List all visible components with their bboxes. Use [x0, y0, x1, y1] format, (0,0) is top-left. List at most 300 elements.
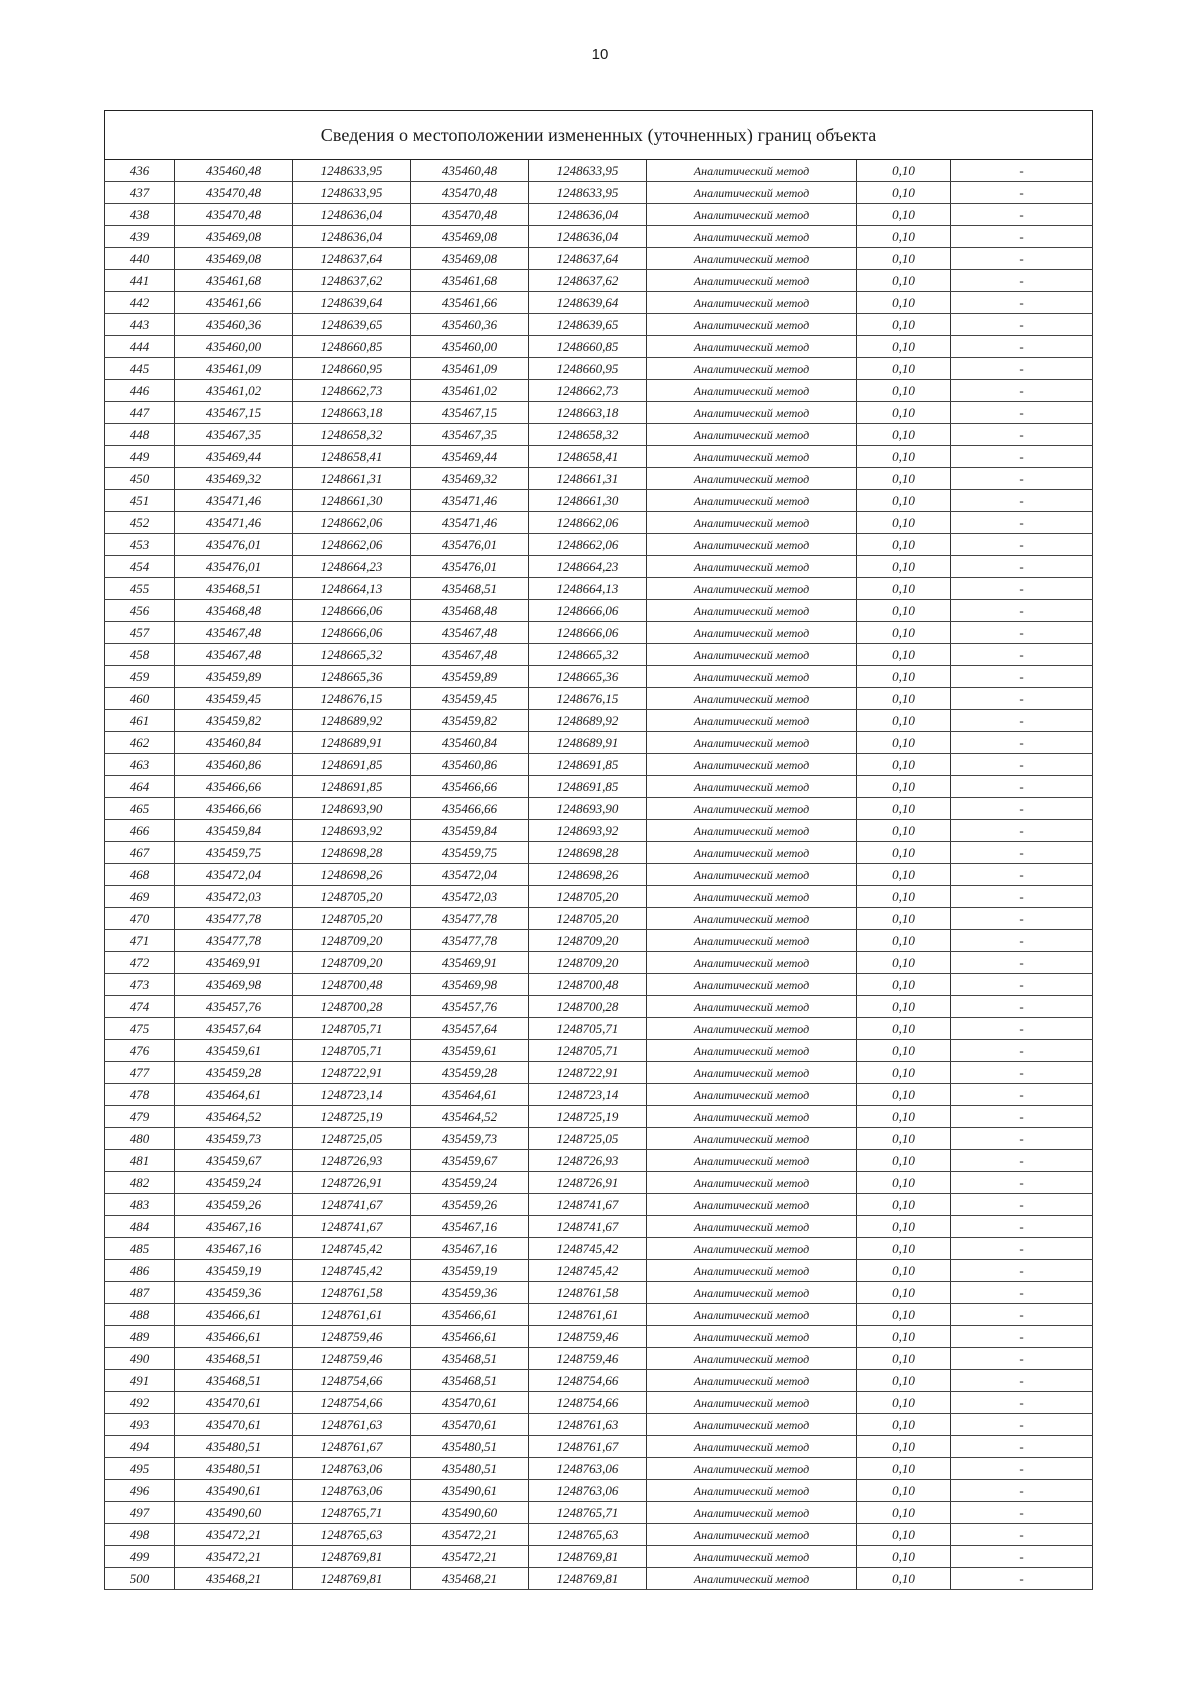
y-new-cell: 1248691,85 — [529, 776, 647, 798]
y-old-cell: 1248705,20 — [293, 908, 411, 930]
x-new-cell: 435467,35 — [411, 424, 529, 446]
x-new-cell: 435460,36 — [411, 314, 529, 336]
y-old-cell: 1248759,46 — [293, 1326, 411, 1348]
x-old-cell: 435459,82 — [175, 710, 293, 732]
point-number-cell: 460 — [105, 688, 175, 710]
y-new-cell: 1248761,58 — [529, 1282, 647, 1304]
note-cell: - — [951, 622, 1093, 644]
table-row — [105, 490, 1093, 512]
accuracy-cell: 0,10 — [857, 820, 951, 842]
y-new-cell: 1248660,95 — [529, 358, 647, 380]
x-old-cell: 435471,46 — [175, 490, 293, 512]
x-old-cell: 435470,61 — [175, 1414, 293, 1436]
note-cell: - — [951, 864, 1093, 886]
x-new-cell: 435469,91 — [411, 952, 529, 974]
y-new-cell: 1248666,06 — [529, 600, 647, 622]
x-new-cell: 435471,46 — [411, 512, 529, 534]
point-number-cell: 469 — [105, 886, 175, 908]
point-number-cell: 443 — [105, 314, 175, 336]
table-row — [105, 952, 1093, 974]
method-cell: Аналитический метод — [647, 182, 857, 204]
x-old-cell: 435459,84 — [175, 820, 293, 842]
y-old-cell: 1248761,63 — [293, 1414, 411, 1436]
method-cell: Аналитический метод — [647, 1062, 857, 1084]
note-cell: - — [951, 1084, 1093, 1106]
x-old-cell: 435459,73 — [175, 1128, 293, 1150]
y-new-cell: 1248662,06 — [529, 512, 647, 534]
point-number-cell: 438 — [105, 204, 175, 226]
x-new-cell: 435476,01 — [411, 556, 529, 578]
table-row — [105, 578, 1093, 600]
note-cell: - — [951, 798, 1093, 820]
accuracy-cell: 0,10 — [857, 1524, 951, 1546]
table-caption: Сведения о местоположении измененных (уточненных) границ объекта — [105, 111, 1093, 160]
accuracy-cell: 0,10 — [857, 798, 951, 820]
x-new-cell: 435469,44 — [411, 446, 529, 468]
y-new-cell: 1248637,64 — [529, 248, 647, 270]
x-new-cell: 435457,64 — [411, 1018, 529, 1040]
note-cell: - — [951, 226, 1093, 248]
method-cell: Аналитический метод — [647, 1326, 857, 1348]
x-old-cell: 435472,04 — [175, 864, 293, 886]
method-cell: Аналитический метод — [647, 1436, 857, 1458]
x-old-cell: 435471,46 — [175, 512, 293, 534]
method-cell: Аналитический метод — [647, 864, 857, 886]
table-row — [105, 886, 1093, 908]
x-old-cell: 435476,01 — [175, 556, 293, 578]
table-row — [105, 1304, 1093, 1326]
point-number-cell: 470 — [105, 908, 175, 930]
accuracy-cell: 0,10 — [857, 1150, 951, 1172]
y-old-cell: 1248700,48 — [293, 974, 411, 996]
method-cell: Аналитический метод — [647, 248, 857, 270]
method-cell: Аналитический метод — [647, 644, 857, 666]
table-row — [105, 534, 1093, 556]
x-old-cell: 435477,78 — [175, 930, 293, 952]
accuracy-cell: 0,10 — [857, 358, 951, 380]
method-cell: Аналитический метод — [647, 512, 857, 534]
accuracy-cell: 0,10 — [857, 468, 951, 490]
point-number-cell: 480 — [105, 1128, 175, 1150]
point-number-cell: 479 — [105, 1106, 175, 1128]
method-cell: Аналитический метод — [647, 1392, 857, 1414]
point-number-cell: 453 — [105, 534, 175, 556]
x-new-cell: 435464,52 — [411, 1106, 529, 1128]
y-new-cell: 1248693,90 — [529, 798, 647, 820]
x-old-cell: 435469,98 — [175, 974, 293, 996]
x-old-cell: 435468,21 — [175, 1568, 293, 1590]
note-cell: - — [951, 710, 1093, 732]
accuracy-cell: 0,10 — [857, 908, 951, 930]
y-new-cell: 1248636,04 — [529, 226, 647, 248]
accuracy-cell: 0,10 — [857, 754, 951, 776]
table-row — [105, 1106, 1093, 1128]
y-new-cell: 1248665,32 — [529, 644, 647, 666]
accuracy-cell: 0,10 — [857, 1414, 951, 1436]
y-new-cell: 1248661,30 — [529, 490, 647, 512]
x-old-cell: 435460,86 — [175, 754, 293, 776]
y-new-cell: 1248636,04 — [529, 204, 647, 226]
x-old-cell: 435472,21 — [175, 1546, 293, 1568]
point-number-cell: 461 — [105, 710, 175, 732]
table-row — [105, 622, 1093, 644]
y-new-cell: 1248662,73 — [529, 380, 647, 402]
note-cell: - — [951, 204, 1093, 226]
x-old-cell: 435469,32 — [175, 468, 293, 490]
x-new-cell: 435459,84 — [411, 820, 529, 842]
y-old-cell: 1248636,04 — [293, 204, 411, 226]
method-cell: Аналитический метод — [647, 754, 857, 776]
accuracy-cell: 0,10 — [857, 556, 951, 578]
note-cell: - — [951, 336, 1093, 358]
point-number-cell: 457 — [105, 622, 175, 644]
note-cell: - — [951, 1436, 1093, 1458]
table-row — [105, 292, 1093, 314]
x-old-cell: 435466,61 — [175, 1304, 293, 1326]
method-cell: Аналитический метод — [647, 1172, 857, 1194]
method-cell: Аналитический метод — [647, 1084, 857, 1106]
point-number-cell: 484 — [105, 1216, 175, 1238]
method-cell: Аналитический метод — [647, 930, 857, 952]
y-new-cell: 1248741,67 — [529, 1216, 647, 1238]
y-old-cell: 1248763,06 — [293, 1480, 411, 1502]
note-cell: - — [951, 1106, 1093, 1128]
method-cell: Аналитический метод — [647, 1238, 857, 1260]
x-new-cell: 435457,76 — [411, 996, 529, 1018]
x-old-cell: 435459,75 — [175, 842, 293, 864]
method-cell: Аналитический метод — [647, 314, 857, 336]
table-row — [105, 1502, 1093, 1524]
method-cell: Аналитический метод — [647, 666, 857, 688]
x-new-cell: 435459,28 — [411, 1062, 529, 1084]
boundary-table — [104, 110, 1093, 1590]
table-row — [105, 446, 1093, 468]
y-new-cell: 1248754,66 — [529, 1370, 647, 1392]
accuracy-cell: 0,10 — [857, 600, 951, 622]
x-new-cell: 435460,86 — [411, 754, 529, 776]
y-old-cell: 1248741,67 — [293, 1194, 411, 1216]
point-number-cell: 462 — [105, 732, 175, 754]
method-cell: Аналитический метод — [647, 1414, 857, 1436]
method-cell: Аналитический метод — [647, 886, 857, 908]
accuracy-cell: 0,10 — [857, 1458, 951, 1480]
table-row — [105, 644, 1093, 666]
method-cell: Аналитический метод — [647, 1568, 857, 1590]
point-number-cell: 490 — [105, 1348, 175, 1370]
table-row — [105, 380, 1093, 402]
y-new-cell: 1248726,91 — [529, 1172, 647, 1194]
table-row — [105, 1062, 1093, 1084]
accuracy-cell: 0,10 — [857, 424, 951, 446]
x-new-cell: 435472,21 — [411, 1546, 529, 1568]
x-new-cell: 435459,67 — [411, 1150, 529, 1172]
point-number-cell: 436 — [105, 160, 175, 182]
point-number-cell: 489 — [105, 1326, 175, 1348]
y-old-cell: 1248663,18 — [293, 402, 411, 424]
y-new-cell: 1248698,28 — [529, 842, 647, 864]
x-old-cell: 435490,61 — [175, 1480, 293, 1502]
y-new-cell: 1248723,14 — [529, 1084, 647, 1106]
x-old-cell: 435464,61 — [175, 1084, 293, 1106]
point-number-cell: 500 — [105, 1568, 175, 1590]
note-cell: - — [951, 732, 1093, 754]
note-cell: - — [951, 402, 1093, 424]
y-new-cell: 1248705,71 — [529, 1018, 647, 1040]
y-new-cell: 1248705,71 — [529, 1040, 647, 1062]
note-cell: - — [951, 490, 1093, 512]
table-row — [105, 512, 1093, 534]
table-row — [105, 1458, 1093, 1480]
method-cell: Аналитический метод — [647, 1546, 857, 1568]
y-new-cell: 1248691,85 — [529, 754, 647, 776]
y-old-cell: 1248666,06 — [293, 600, 411, 622]
accuracy-cell: 0,10 — [857, 1238, 951, 1260]
y-new-cell: 1248765,63 — [529, 1524, 647, 1546]
x-new-cell: 435472,04 — [411, 864, 529, 886]
note-cell: - — [951, 886, 1093, 908]
x-new-cell: 435490,60 — [411, 1502, 529, 1524]
accuracy-cell: 0,10 — [857, 1062, 951, 1084]
x-old-cell: 435459,28 — [175, 1062, 293, 1084]
point-number-cell: 481 — [105, 1150, 175, 1172]
x-old-cell: 435460,36 — [175, 314, 293, 336]
note-cell: - — [951, 424, 1093, 446]
method-cell: Аналитический метод — [647, 776, 857, 798]
y-old-cell: 1248676,15 — [293, 688, 411, 710]
y-new-cell: 1248754,66 — [529, 1392, 647, 1414]
note-cell: - — [951, 1392, 1093, 1414]
point-number-cell: 483 — [105, 1194, 175, 1216]
y-old-cell: 1248693,92 — [293, 820, 411, 842]
y-old-cell: 1248664,13 — [293, 578, 411, 600]
method-cell: Аналитический метод — [647, 1502, 857, 1524]
point-number-cell: 477 — [105, 1062, 175, 1084]
note-cell: - — [951, 1238, 1093, 1260]
x-new-cell: 435459,45 — [411, 688, 529, 710]
x-old-cell: 435470,61 — [175, 1392, 293, 1414]
point-number-cell: 474 — [105, 996, 175, 1018]
x-new-cell: 435470,61 — [411, 1414, 529, 1436]
y-new-cell: 1248639,64 — [529, 292, 647, 314]
x-old-cell: 435459,26 — [175, 1194, 293, 1216]
page-number: 10 — [591, 46, 609, 63]
method-cell: Аналитический метод — [647, 292, 857, 314]
x-old-cell: 435457,76 — [175, 996, 293, 1018]
table-row — [105, 556, 1093, 578]
table-row — [105, 1260, 1093, 1282]
y-new-cell: 1248761,61 — [529, 1304, 647, 1326]
x-old-cell: 435467,16 — [175, 1216, 293, 1238]
method-cell: Аналитический метод — [647, 270, 857, 292]
point-number-cell: 442 — [105, 292, 175, 314]
method-cell: Аналитический метод — [647, 1370, 857, 1392]
x-old-cell: 435459,45 — [175, 688, 293, 710]
accuracy-cell: 0,10 — [857, 644, 951, 666]
accuracy-cell: 0,10 — [857, 974, 951, 996]
y-old-cell: 1248658,32 — [293, 424, 411, 446]
y-old-cell: 1248725,05 — [293, 1128, 411, 1150]
note-cell: - — [951, 688, 1093, 710]
y-old-cell: 1248639,65 — [293, 314, 411, 336]
point-number-cell: 499 — [105, 1546, 175, 1568]
table-row — [105, 1150, 1093, 1172]
x-old-cell: 435460,48 — [175, 160, 293, 182]
table-row — [105, 1040, 1093, 1062]
x-new-cell: 435469,32 — [411, 468, 529, 490]
x-old-cell: 435468,51 — [175, 1370, 293, 1392]
x-old-cell: 435469,08 — [175, 226, 293, 248]
x-new-cell: 435459,82 — [411, 710, 529, 732]
note-cell: - — [951, 270, 1093, 292]
table-row — [105, 688, 1093, 710]
y-new-cell: 1248763,06 — [529, 1458, 647, 1480]
y-new-cell: 1248661,31 — [529, 468, 647, 490]
note-cell: - — [951, 1150, 1093, 1172]
note-cell: - — [951, 1326, 1093, 1348]
method-cell: Аналитический метод — [647, 842, 857, 864]
x-new-cell: 435459,89 — [411, 666, 529, 688]
x-old-cell: 435469,44 — [175, 446, 293, 468]
accuracy-cell: 0,10 — [857, 996, 951, 1018]
accuracy-cell: 0,10 — [857, 1546, 951, 1568]
y-old-cell: 1248705,71 — [293, 1040, 411, 1062]
method-cell: Аналитический метод — [647, 732, 857, 754]
table-body — [105, 160, 1093, 1590]
y-new-cell: 1248705,20 — [529, 908, 647, 930]
point-number-cell: 446 — [105, 380, 175, 402]
note-cell: - — [951, 754, 1093, 776]
y-old-cell: 1248761,61 — [293, 1304, 411, 1326]
x-new-cell: 435459,36 — [411, 1282, 529, 1304]
y-old-cell: 1248761,58 — [293, 1282, 411, 1304]
accuracy-cell: 0,10 — [857, 270, 951, 292]
table-row — [105, 1480, 1093, 1502]
table-row — [105, 666, 1093, 688]
x-old-cell: 435470,48 — [175, 204, 293, 226]
y-old-cell: 1248769,81 — [293, 1568, 411, 1590]
y-old-cell: 1248700,28 — [293, 996, 411, 1018]
y-old-cell: 1248754,66 — [293, 1392, 411, 1414]
y-new-cell: 1248769,81 — [529, 1568, 647, 1590]
table-row — [105, 358, 1093, 380]
accuracy-cell: 0,10 — [857, 1282, 951, 1304]
table-row — [105, 1568, 1093, 1590]
y-new-cell: 1248745,42 — [529, 1238, 647, 1260]
x-old-cell: 435459,67 — [175, 1150, 293, 1172]
y-old-cell: 1248725,19 — [293, 1106, 411, 1128]
method-cell: Аналитический метод — [647, 490, 857, 512]
x-new-cell: 435460,00 — [411, 336, 529, 358]
table-row — [105, 1194, 1093, 1216]
y-new-cell: 1248689,91 — [529, 732, 647, 754]
y-old-cell: 1248723,14 — [293, 1084, 411, 1106]
point-number-cell: 445 — [105, 358, 175, 380]
accuracy-cell: 0,10 — [857, 1040, 951, 1062]
note-cell: - — [951, 1062, 1093, 1084]
y-old-cell: 1248693,90 — [293, 798, 411, 820]
y-new-cell: 1248745,42 — [529, 1260, 647, 1282]
note-cell: - — [951, 1260, 1093, 1282]
accuracy-cell: 0,10 — [857, 1128, 951, 1150]
method-cell: Аналитический метод — [647, 952, 857, 974]
x-new-cell: 435459,61 — [411, 1040, 529, 1062]
point-number-cell: 437 — [105, 182, 175, 204]
table-row — [105, 842, 1093, 864]
accuracy-cell: 0,10 — [857, 380, 951, 402]
method-cell: Аналитический метод — [647, 1480, 857, 1502]
point-number-cell: 468 — [105, 864, 175, 886]
note-cell: - — [951, 248, 1093, 270]
table-row — [105, 974, 1093, 996]
table-row — [105, 1326, 1093, 1348]
x-new-cell: 435477,78 — [411, 908, 529, 930]
y-old-cell: 1248709,20 — [293, 930, 411, 952]
y-new-cell: 1248709,20 — [529, 930, 647, 952]
x-new-cell: 435490,61 — [411, 1480, 529, 1502]
x-old-cell: 435464,52 — [175, 1106, 293, 1128]
note-cell: - — [951, 908, 1093, 930]
point-number-cell: 471 — [105, 930, 175, 952]
accuracy-cell: 0,10 — [857, 292, 951, 314]
table-row — [105, 248, 1093, 270]
x-new-cell: 435472,21 — [411, 1524, 529, 1546]
table-row — [105, 204, 1093, 226]
method-cell: Аналитический метод — [647, 336, 857, 358]
y-old-cell: 1248658,41 — [293, 446, 411, 468]
point-number-cell: 485 — [105, 1238, 175, 1260]
x-old-cell: 435472,21 — [175, 1524, 293, 1546]
y-old-cell: 1248705,71 — [293, 1018, 411, 1040]
x-new-cell: 435468,51 — [411, 1370, 529, 1392]
x-old-cell: 435468,48 — [175, 600, 293, 622]
x-new-cell: 435469,98 — [411, 974, 529, 996]
x-new-cell: 435467,48 — [411, 644, 529, 666]
table-row — [105, 776, 1093, 798]
accuracy-cell: 0,10 — [857, 710, 951, 732]
note-cell: - — [951, 1172, 1093, 1194]
accuracy-cell: 0,10 — [857, 226, 951, 248]
note-cell: - — [951, 1458, 1093, 1480]
table-row — [105, 336, 1093, 358]
y-old-cell: 1248769,81 — [293, 1546, 411, 1568]
y-new-cell: 1248705,20 — [529, 886, 647, 908]
y-old-cell: 1248637,62 — [293, 270, 411, 292]
note-cell: - — [951, 842, 1093, 864]
y-old-cell: 1248662,73 — [293, 380, 411, 402]
y-new-cell: 1248693,92 — [529, 820, 647, 842]
accuracy-cell: 0,10 — [857, 688, 951, 710]
method-cell: Аналитический метод — [647, 908, 857, 930]
x-old-cell: 435459,24 — [175, 1172, 293, 1194]
x-new-cell: 435480,51 — [411, 1458, 529, 1480]
method-cell: Аналитический метод — [647, 204, 857, 226]
note-cell: - — [951, 1370, 1093, 1392]
point-number-cell: 456 — [105, 600, 175, 622]
point-number-cell: 451 — [105, 490, 175, 512]
table-row — [105, 600, 1093, 622]
note-cell: - — [951, 1524, 1093, 1546]
note-cell: - — [951, 292, 1093, 314]
y-old-cell: 1248661,31 — [293, 468, 411, 490]
x-new-cell: 435459,19 — [411, 1260, 529, 1282]
table-row — [105, 908, 1093, 930]
note-cell: - — [951, 182, 1093, 204]
note-cell: - — [951, 1348, 1093, 1370]
accuracy-cell: 0,10 — [857, 622, 951, 644]
point-number-cell: 476 — [105, 1040, 175, 1062]
method-cell: Аналитический метод — [647, 1260, 857, 1282]
y-old-cell: 1248633,95 — [293, 160, 411, 182]
